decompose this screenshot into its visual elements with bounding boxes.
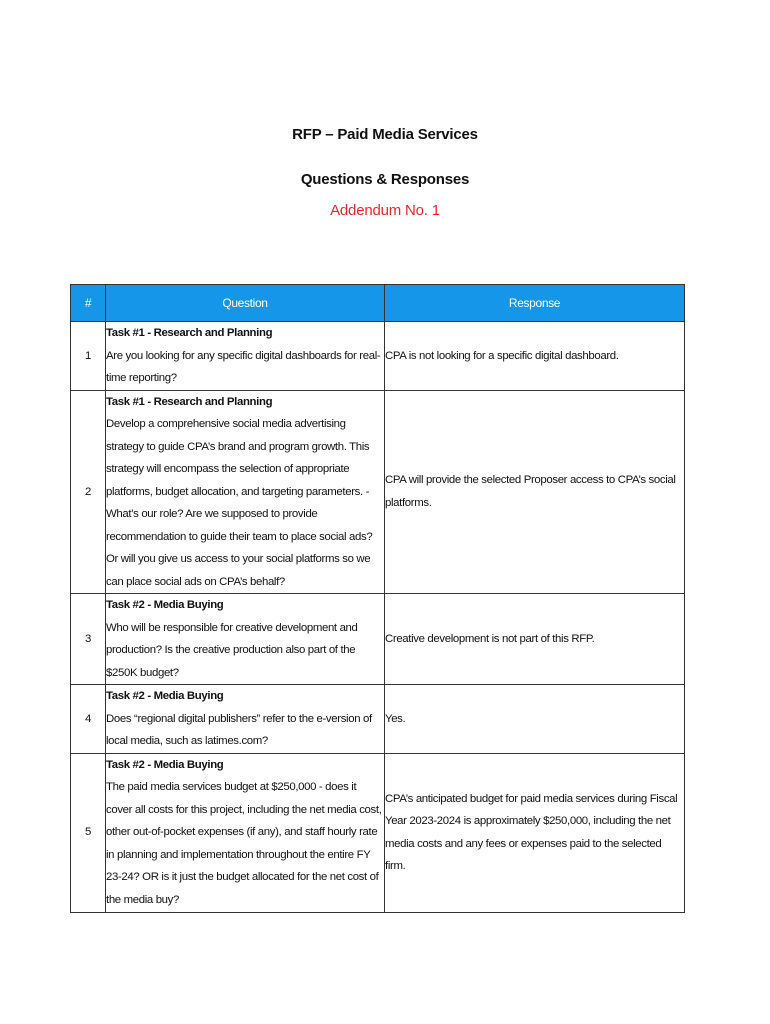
column-header-response: Response: [385, 285, 685, 322]
page-subtitle: Questions & Responses: [300, 171, 470, 188]
page-title: RFP – Paid Media Services: [292, 126, 478, 143]
column-header-question: Question: [106, 285, 385, 322]
response-cell: CPA will provide the selected Proposer access to CPA’s social platforms.: [385, 390, 685, 594]
table-row: [71, 594, 685, 685]
question-cell: [106, 753, 385, 912]
question-text: Develop a comprehensive social media advertising strategy to guide CPA’s brand and program growth. This strategy will encompass the selection of appropriate platforms, budget allocation, and targeting parameters. - What’s our role? Are we supposed to provide recommendation to guide their team to place social ads? Or will you give us access to your social platforms so we can place social ads on CPA’s behalf?: [106, 418, 373, 588]
qa-table: [70, 284, 685, 913]
question-text: Who will be responsible for creative development and production? Is the creative production also part of the $250K budget?: [106, 621, 358, 679]
question-text: Are you looking for any specific digital dashboards for real-time reporting?: [106, 349, 381, 384]
table-row: [71, 685, 685, 754]
task-label: Task #1 - Research and Planning: [106, 395, 273, 408]
response-cell: Yes.: [385, 685, 685, 754]
task-label: Task #2 - Media Buying: [106, 599, 224, 611]
row-number: 3: [71, 594, 106, 685]
response-cell: Creative development is not part of this RFP.: [385, 594, 685, 685]
column-header-number: #: [71, 285, 106, 322]
task-label: Task #1 - Research and Planning: [106, 327, 273, 339]
table-row: [71, 322, 685, 391]
table-row: [71, 390, 685, 594]
table-row: [71, 753, 685, 912]
addendum-label: Addendum No. 1: [330, 202, 440, 219]
task-label: Task #2 - Media Buying: [106, 758, 224, 771]
response-cell: CPA is not looking for a specific digital dashboard.: [385, 322, 685, 391]
row-number: 1: [71, 322, 106, 391]
question-cell: [106, 594, 385, 685]
row-number: 4: [71, 685, 106, 754]
task-label: Task #2 - Media Buying: [106, 690, 224, 702]
question-text: The paid media services budget at $250,000 - does it cover all costs for this project, including the net media cost, other out-of-pocket expenses (if any), and staff hourly rate in planning and implementation throughout the entire FY 23-24? OR is it just the budget allocated for the net cost of the media buy?: [106, 781, 382, 906]
row-number: 2: [71, 390, 106, 594]
question-text: Does “regional digital publishers” refer to the e-version of local media, such as latimes.com?: [106, 712, 372, 747]
question-cell: [106, 390, 385, 594]
response-cell: CPA’s anticipated budget for paid media services during Fiscal Year 2023-2024 is approximately $250,000, including the net media costs and any fees or expenses paid to the selected firm.: [385, 753, 685, 912]
table-header-row: [71, 285, 685, 322]
question-cell: [106, 322, 385, 391]
row-number: 5: [71, 753, 106, 912]
question-cell: [106, 685, 385, 754]
